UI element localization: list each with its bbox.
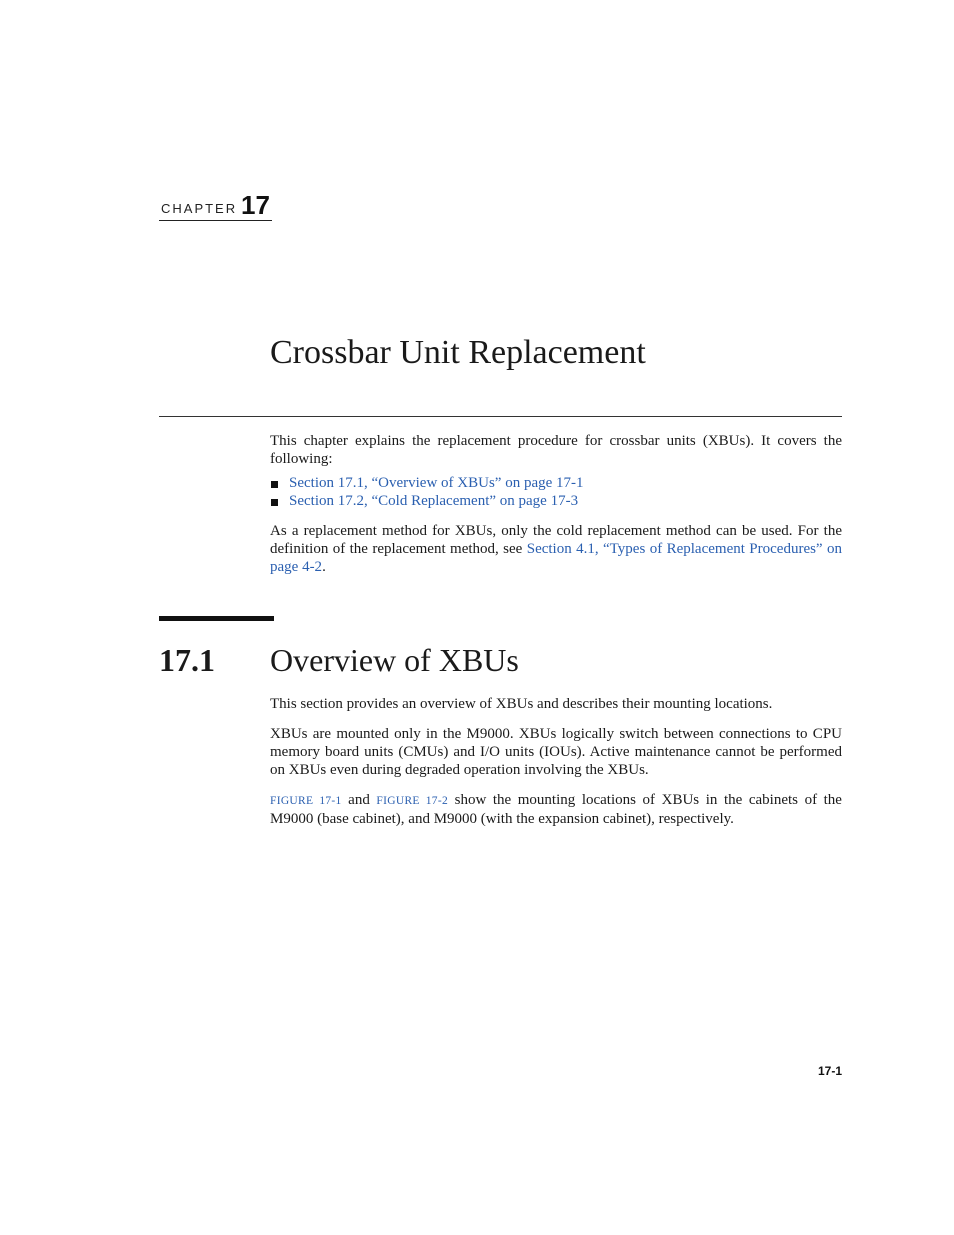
section-4-1-link[interactable]: Section 4.1, “Types of Replacement Procedures” on page 4-2 bbox=[270, 541, 842, 575]
figure-17-2-link[interactable]: FIGURE 17-2 bbox=[376, 795, 449, 807]
bullet-icon bbox=[271, 481, 278, 488]
chapter-label bbox=[159, 190, 272, 221]
method-paragraph bbox=[270, 522, 842, 576]
section-17-1-link[interactable]: Section 17.1, “Overview of XBUs” on page 17-1 bbox=[289, 475, 584, 491]
chapter-title: Crossbar Unit Replacement bbox=[270, 334, 646, 371]
figure-reference-paragraph bbox=[270, 791, 842, 828]
mounting-paragraph: XBUs are mounted only in the M9000. XBUs logically switch between connections to CPU memory board units (CMUs) and I/O units (IOUs). Active maintenance cannot be performed on XBUs even during degraded operation involving the XBUs. bbox=[270, 726, 842, 778]
section-17-2-link[interactable]: Section 17.2, “Cold Replacement” on page 17-3 bbox=[289, 493, 579, 509]
bullet-icon bbox=[271, 499, 278, 506]
method-text: As a replacement method for XBUs, only the cold replacement method can be used. For the definition of the replacement method, see bbox=[270, 523, 842, 557]
section-link-list bbox=[270, 474, 842, 510]
section-bar bbox=[159, 616, 274, 621]
title-divider bbox=[159, 416, 842, 417]
section-number: 17.1 bbox=[159, 642, 215, 678]
method-text-end: . bbox=[322, 559, 326, 575]
chapter-word: CHAPTER bbox=[161, 201, 238, 216]
overview-paragraph: This section provides an overview of XBUs and describes their mounting locations. bbox=[270, 696, 773, 712]
list-item bbox=[270, 474, 842, 492]
figure-description-text: show the mounting locations of XBUs in the cabinets of the M9000 (base cabinet), and M9000 (with the expansion cabinet), respectively. bbox=[270, 792, 842, 827]
page-number: 17-1 bbox=[817, 1064, 842, 1078]
figure-and-text: and bbox=[341, 792, 377, 808]
section-title: Overview of XBUs bbox=[270, 642, 519, 678]
intro-paragraph: This chapter explains the replacement procedure for crossbar units (XBUs). It covers the following: bbox=[270, 433, 842, 467]
figure-17-1-link[interactable]: FIGURE 17-1 bbox=[270, 795, 342, 807]
chapter-number: 17 bbox=[241, 190, 270, 220]
list-item bbox=[270, 492, 842, 510]
